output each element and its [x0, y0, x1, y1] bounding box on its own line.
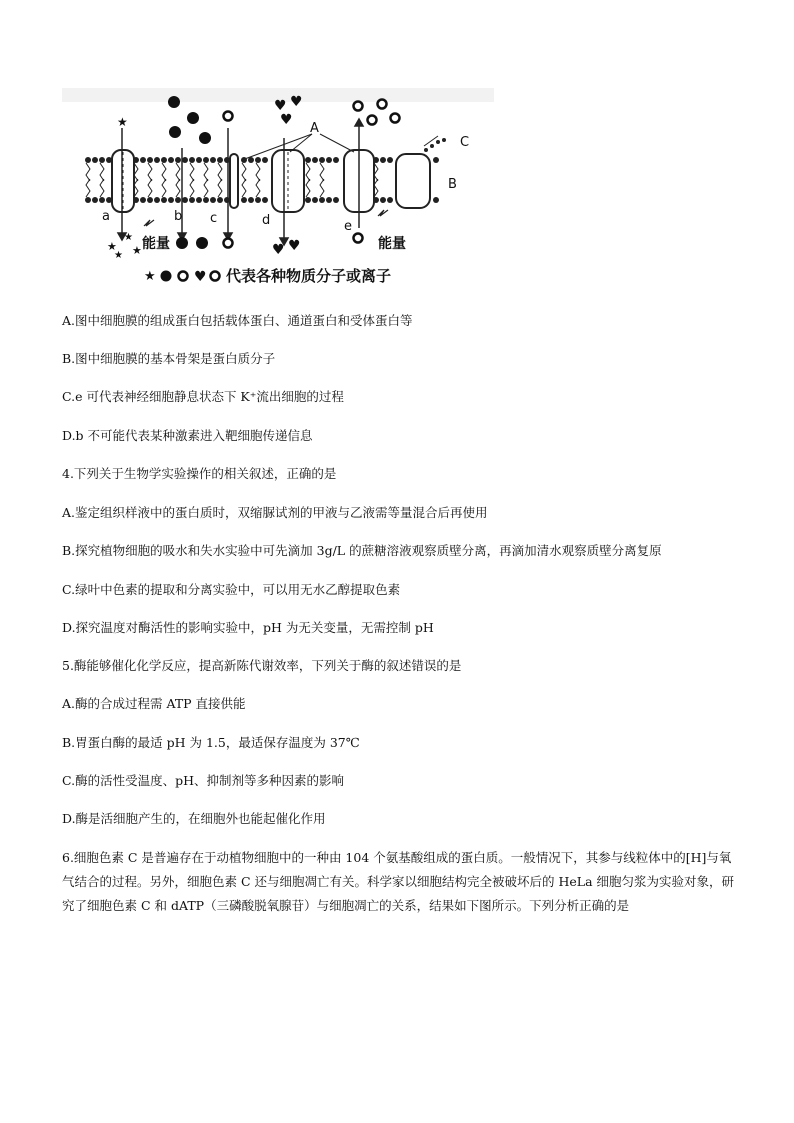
- q4-option-a: A.鉴定组织样液中的蛋白质时，双缩脲试剂的甲液与乙液需等量混合后再使用: [62, 505, 488, 520]
- label-b: b: [174, 209, 183, 224]
- star-icon: ★: [124, 232, 133, 243]
- star-icon: ★: [107, 240, 117, 253]
- label-c: c: [210, 211, 218, 226]
- q5-option-a: A.酶的合成过程需 ATP 直接供能: [62, 696, 246, 711]
- star-icon: ★: [117, 115, 128, 129]
- q4-option-d: D.探究温度对酶活性的影响实验中，pH 为无关变量，无需控制 pH: [62, 620, 434, 635]
- q6-stem: 6.细胞色素 C 是普遍存在于动植物细胞中的一种由 104 个氨基酸组成的蛋白质。一般情况下，其参与线粒体中的[H]与氧气结合的过程。另外，细胞色素 C 还与细胞凋亡有关。科学家以细胞结构完全被破坏后的 HeLa 细胞匀浆为实验对象，研究了细胞色素 C 和 dATP（三磷酸脱氧腺苷）与细胞凋亡的关系，结果如下图所示。下列分析正确的是: [62, 850, 735, 913]
- protein-channel-c-left: [230, 154, 238, 208]
- label-A: A: [310, 121, 319, 136]
- star-icon: ★: [114, 250, 123, 261]
- membrane-transport-figure: [62, 88, 494, 292]
- q4-option-c: C.绿叶中色素的提取和分离实验中，可以用无水乙醇提取色素: [62, 582, 401, 597]
- svg-text:♥: ♥: [194, 269, 207, 285]
- bilayer-bottom-heads: [85, 197, 439, 203]
- label-B: B: [448, 177, 457, 192]
- svg-text:★: ★: [144, 269, 156, 284]
- protein-receptor-b-region: [396, 154, 430, 208]
- q4-option-b: B.探究植物细胞的吸水和失水实验中可先滴加 3g/L 的蔗糖溶液观察质壁分离，再滴加清水观察质壁分离复原: [62, 543, 662, 558]
- bilayer-top-heads: [85, 157, 439, 163]
- q4-stem: 4.下列关于生物学实验操作的相关叙述，正确的是: [62, 466, 337, 481]
- heart-icon: ♥: [272, 242, 285, 258]
- energy-label-left: 能量: [142, 236, 170, 252]
- q3-option-b: B.图中细胞膜的基本骨架是蛋白质分子: [62, 351, 276, 366]
- heart-icon: ♥: [290, 94, 303, 110]
- q5-option-b: B.胃蛋白酶的最适 pH 为 1.5，最适保存温度为 37℃: [62, 735, 360, 750]
- q3-option-a: A.图中细胞膜的组成蛋白包括载体蛋白、通道蛋白和受体蛋白等: [62, 313, 413, 328]
- label-d: d: [262, 213, 271, 228]
- q5-option-c: C.酶的活性受温度、pH、抑制剂等多种因素的影响: [62, 773, 344, 788]
- q3-option-c: C.e 可代表神经细胞静息状态下 K⁺流出细胞的过程: [62, 389, 344, 404]
- q5-stem: 5.酶能够催化化学反应，提高新陈代谢效率，下列关于酶的叙述错误的是: [62, 658, 462, 673]
- label-e: e: [344, 219, 352, 234]
- star-icon: ★: [132, 244, 142, 257]
- label-C: C: [460, 135, 470, 150]
- q5-option-d: D.酶是活细胞产生的，在细胞外也能起催化作用: [62, 811, 326, 826]
- heart-icon: ♥: [274, 98, 287, 114]
- heart-icon: ♥: [280, 112, 293, 128]
- energy-label-right: 能量: [378, 236, 406, 252]
- q3-option-d: D.b 不可能代表某种激素进入靶细胞传递信息: [62, 428, 313, 443]
- heart-icon: ♥: [288, 238, 301, 254]
- label-a: a: [102, 209, 110, 224]
- svg-text:代表各种物质分子或离子: 代表各种物质分子或离子: [226, 267, 392, 285]
- figure-legend: [144, 267, 391, 285]
